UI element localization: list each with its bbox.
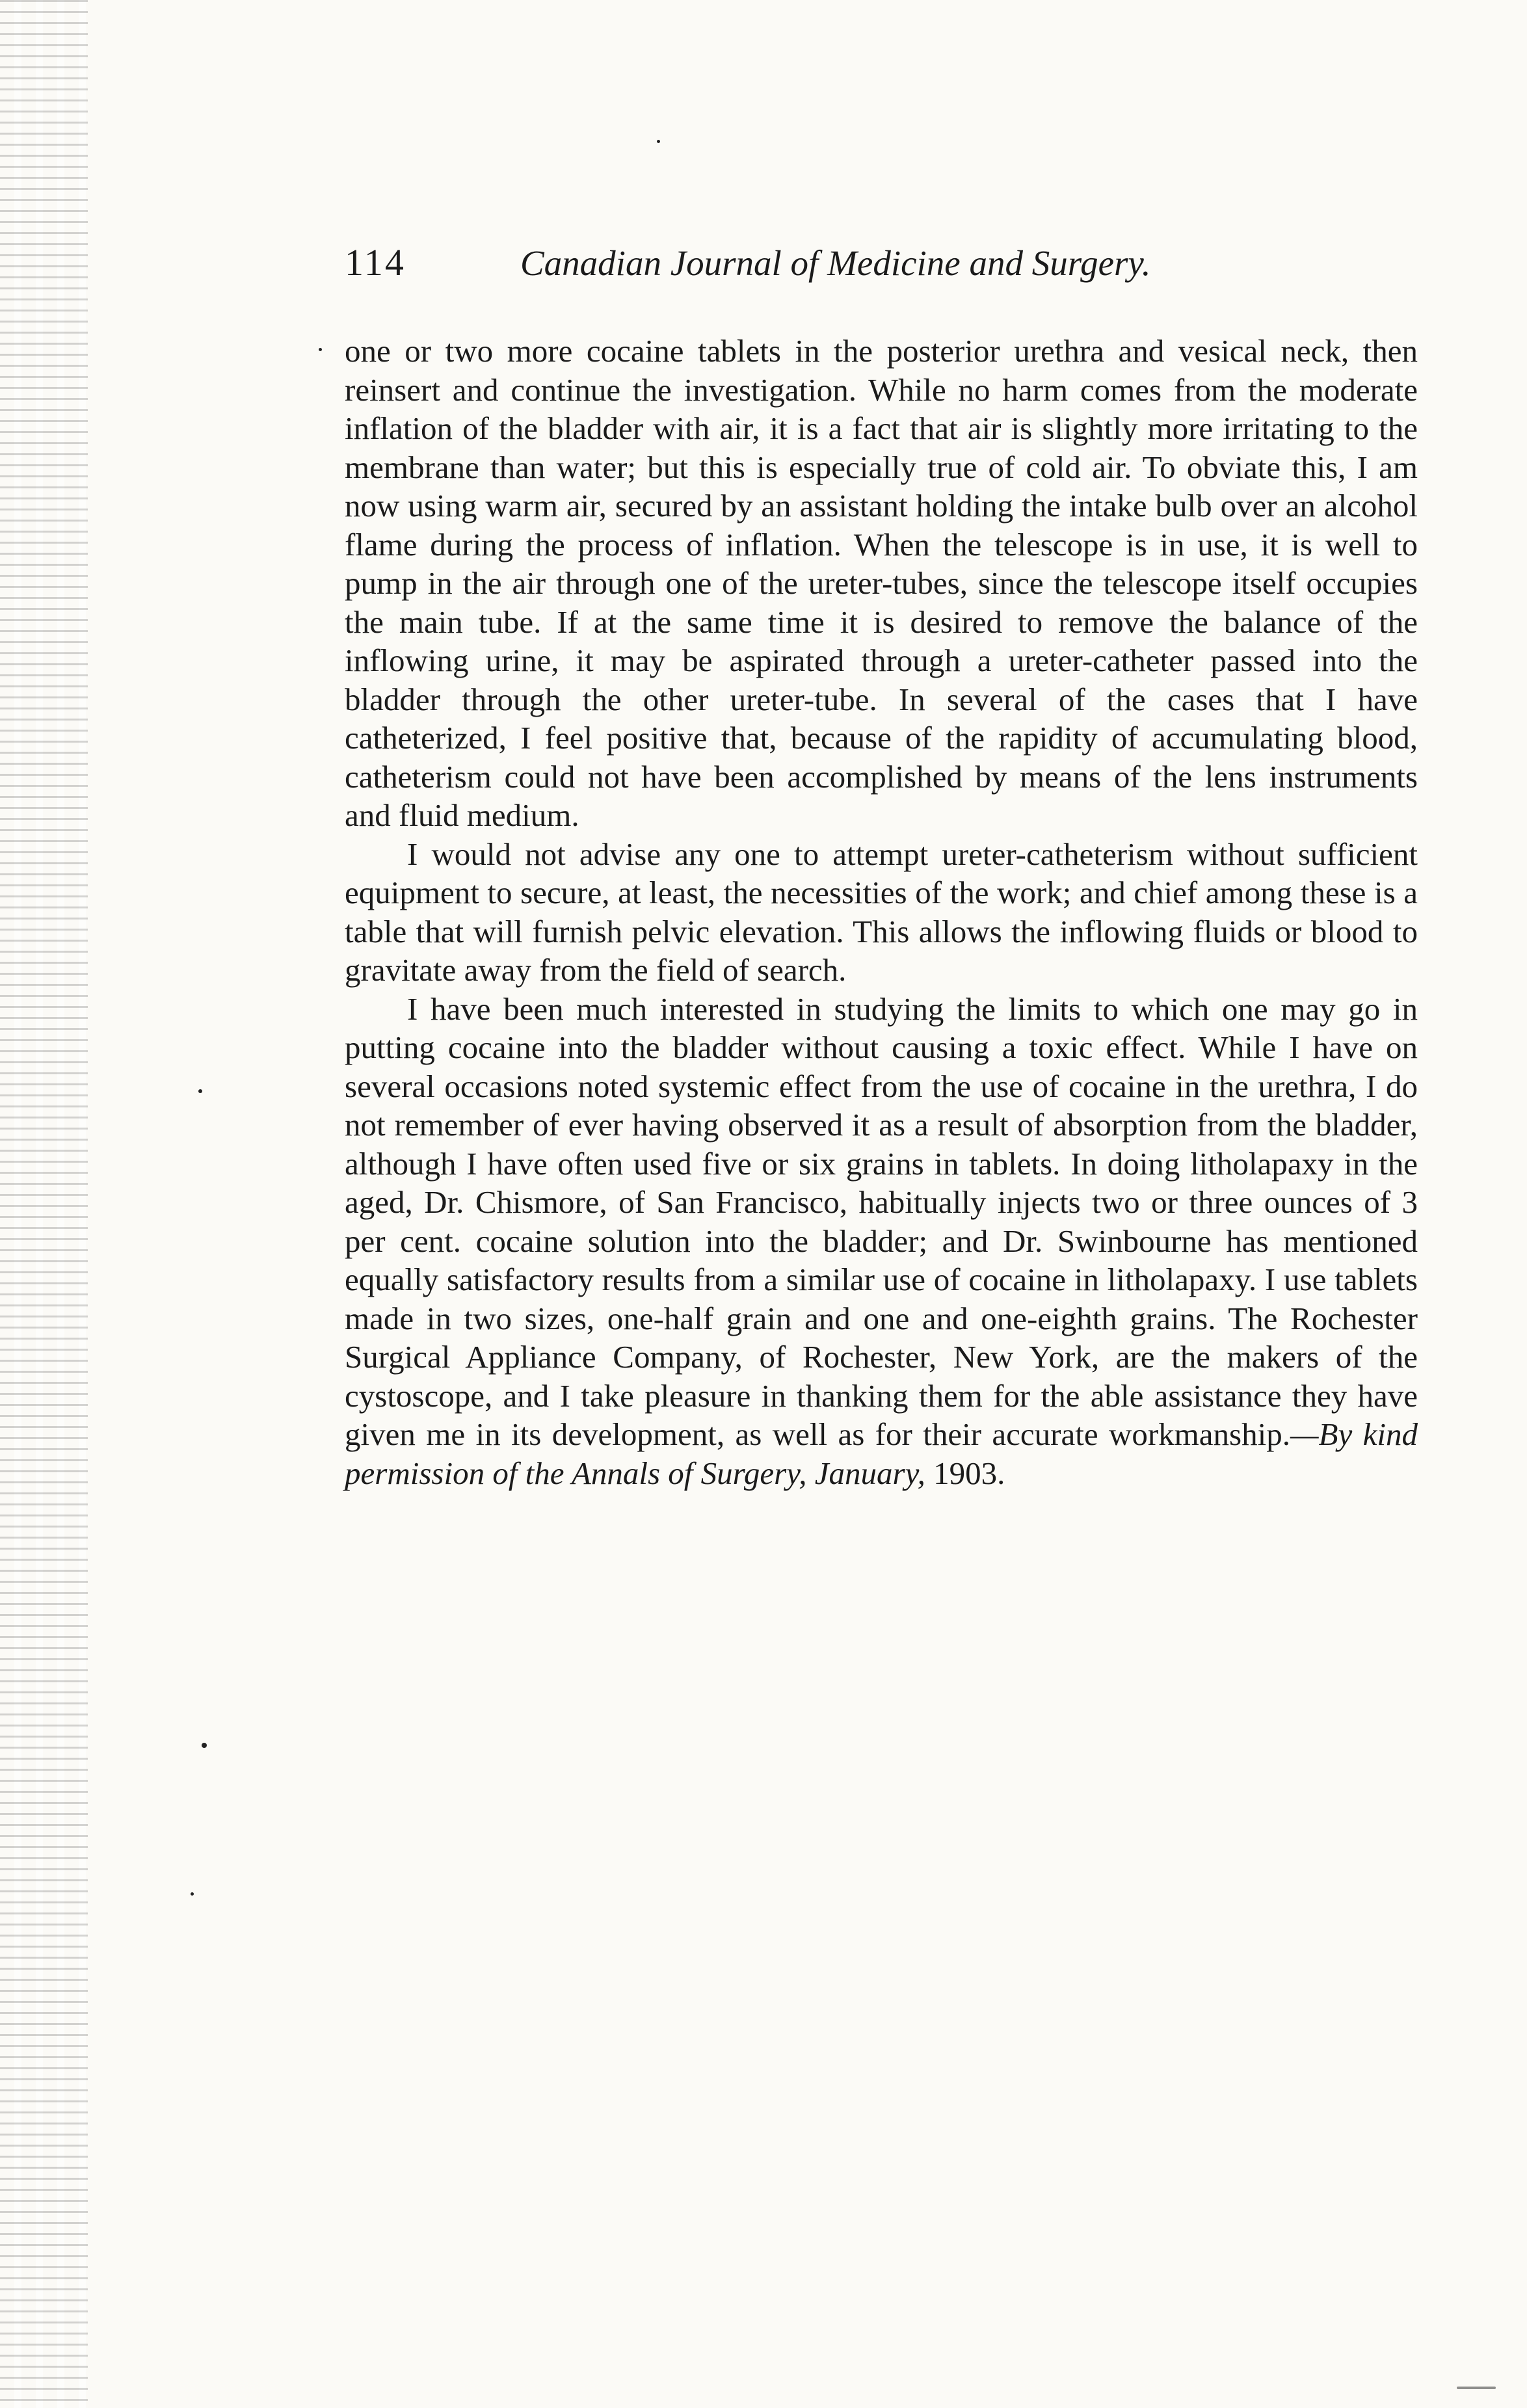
paragraph-continuation: one or two more cocaine tablets in the posterior urethra and vesical neck, then reinsert and continue the investigation. While no harm comes from the moderate inflation of the bladder with air, it is a fact that air is slightly more irritating to the membrane than water; but this is especially true of cold air. To obviate this, I am now using warm air, secured by an assistant holding the intake bulb over an alcohol flame during the process of inflation. When the telescope is in use, it is well to pump in the air through one of the ureter-tubes, since the telescope itself occupies the main tube. If at the same time it is desired to remove the balance of the inflowing urine, it may be aspirated through a ureter-catheter passed into the bladder through the other ureter-tube. In several of the cases that I have catheterized, I feel positive that, because of the rapidity of accumulating blood, catheterism could not have been accomplished by means of the lens instruments and fluid medium. xyxy=(345,333,1418,833)
paragraph-cocaine xyxy=(345,990,1418,1493)
journal-title: Canadian Journal of Medicine and Surgery. xyxy=(520,243,1151,283)
running-head xyxy=(345,241,1418,306)
document-page xyxy=(345,241,1418,1492)
citation-year: 1903. xyxy=(933,1455,1005,1491)
paragraph-equipment: I would not advise any one to attempt ureter-catheterism without sufficient equipment to secure, at least, the necessities of the work; and chief among these is a table that will furnish pelvic elevation. This allows the inflowing fluids or blood to gravitate away from the field of search. xyxy=(345,836,1418,988)
ink-speck xyxy=(319,348,322,351)
ink-speck xyxy=(198,1089,202,1093)
ink-speck xyxy=(191,1892,194,1896)
citation-italic: —By kind permission of the Annals of Surgery, January, xyxy=(345,1416,1418,1491)
ink-speck xyxy=(202,1743,207,1748)
article-body xyxy=(345,332,1418,1492)
binding-gutter xyxy=(0,0,88,2408)
paragraph-cocaine-text: I have been much interested in studying the limits to which one may go in putting cocaine into the bladder without causing a toxic effect. While I have on several occasions noted systemic effect from the use of cocaine in the urethra, I do not remember of ever having observed it as a result of absorption from the bladder, although I have often used five or six grains in tablets. In doing litholapaxy in the aged, Dr. Chismore, of San Francisco, habitually injects two or three ounces of 3 per cent. cocaine solution into the bladder; and Dr. Swinbourne has mentioned equally satisfactory results from a similar use of cocaine in litholapaxy. I use tablets made in two sizes, one-half grain and one and one-eighth grains. The Rochester Surgical Appliance Company, of Rochester, New York, are the makers of the cystoscope, and I take pleasure in thanking them for the able assistance they have given me in its development, as well as for their accurate workmanship. xyxy=(345,990,1418,1452)
ink-speck xyxy=(1457,2387,1496,2389)
page-number: 114 xyxy=(345,241,406,284)
ink-speck xyxy=(657,140,660,143)
